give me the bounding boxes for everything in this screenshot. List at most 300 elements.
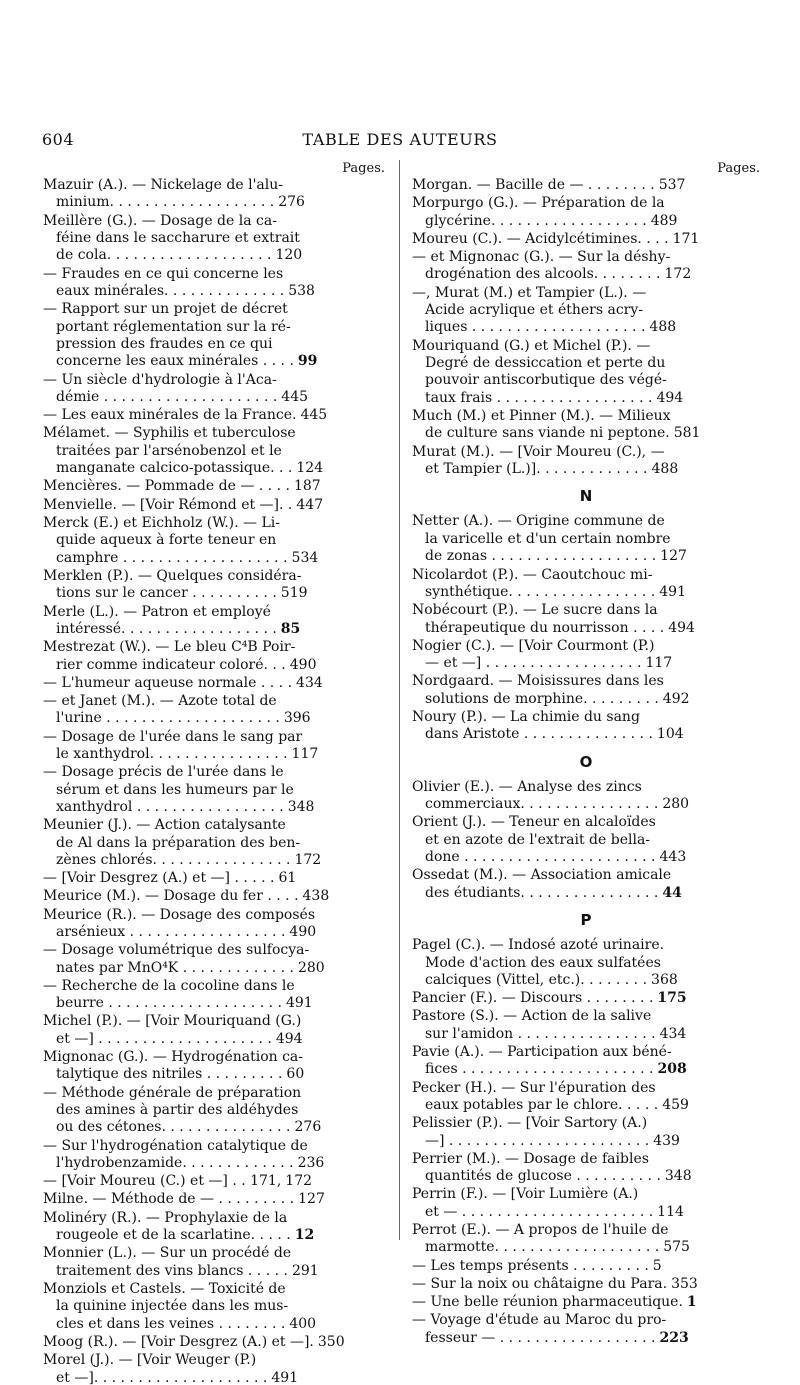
page-ref: 494 — [656, 389, 684, 406]
index-entry — [43, 1085, 385, 1137]
entry-line: — Recherche de la cocoline dans le — [43, 977, 295, 994]
entry-text: glycérine. . . . . . . . . . . . . . . . . . — [425, 212, 647, 229]
entry-line-last — [43, 407, 385, 424]
entry-text: nates par MnO⁴K . . . . . . . . . . . . . — [56, 959, 294, 976]
page-ref: 99 — [297, 353, 318, 370]
entry-line-last — [43, 194, 385, 211]
entry-text: démie . . . . . . . . . . . . . . . . . . . . — [56, 389, 278, 406]
page-ref: 445 — [300, 407, 328, 424]
entry-line-last — [43, 710, 385, 727]
entry-text: — Sur la noix ou châtaigne du Para. — [412, 1275, 668, 1292]
index-entry — [43, 213, 385, 265]
entry-line: Merck (E.) et Eichholz (W.). — Li- — [43, 514, 280, 531]
entry-line-last — [412, 548, 760, 565]
page-ref: 438 — [302, 888, 330, 905]
index-entry — [43, 729, 385, 764]
entry-line-last — [43, 1119, 385, 1136]
entry-line: Nobécourt (P.). — Le sucre dans la — [412, 602, 658, 619]
entry-line-last — [412, 177, 760, 194]
entry-line: Ossedat (M.). — Association amicale — [412, 867, 672, 884]
index-entry — [412, 444, 760, 479]
index-entry — [43, 675, 385, 692]
entry-text: fices . . . . . . . . . . . . . . . . . . . . . . — [425, 1061, 654, 1078]
index-column-right — [412, 160, 760, 1348]
entry-line-last — [412, 1276, 760, 1293]
page-ref: 439 — [653, 1132, 680, 1149]
index-entry — [43, 693, 385, 728]
entry-line-last — [412, 726, 760, 743]
entry-text: — Une belle réunion pharmaceutique. — [412, 1294, 683, 1311]
page-ref: 490 — [289, 656, 317, 673]
entry-line-last — [412, 1294, 760, 1311]
index-entry — [412, 1276, 760, 1293]
entry-line: Olivier (E.). — Analyse des zincs — [412, 778, 642, 795]
entry-text: — Les temps présents . . . . . . . . . — [412, 1257, 649, 1274]
index-entry — [43, 1281, 385, 1333]
page-ref: 171 — [672, 230, 700, 247]
page-ref: 127 — [660, 548, 687, 565]
section-letter: P — [580, 911, 592, 930]
page-ref: 494 — [275, 1030, 303, 1047]
entry-line: Pastore (S.). — Action de la salive — [412, 1008, 652, 1025]
entry-line: quide aqueux à forte teneur en — [56, 532, 277, 549]
entry-line: la quinine injectée dans les mus- — [56, 1298, 289, 1315]
entry-line: — Voyage d'étude au Maroc du pro- — [412, 1312, 667, 1329]
entry-text: cles et dans les veines . . . . . . . . — [56, 1315, 286, 1332]
entry-text: zènes chlorés. . . . . . . . . . . . . . . . — [56, 851, 291, 868]
entry-line-last — [412, 1097, 760, 1114]
page-ref: 396 — [283, 710, 311, 727]
entry-line: Nicolardot (P.). — Caoutchouc mi- — [412, 566, 653, 583]
entry-text: de culture sans viande ni peptone. — [425, 425, 670, 442]
index-entry — [412, 408, 760, 443]
entry-line-last — [412, 972, 760, 989]
entry-text: concerne les eaux minérales . . . . — [56, 353, 294, 370]
entry-line-last — [43, 1334, 385, 1351]
index-entry — [412, 195, 760, 230]
entry-text: Moureu (C.). — Acidylcétimines. . . . — [412, 230, 669, 247]
entry-line-last — [412, 1026, 760, 1043]
index-entry — [43, 764, 385, 816]
entry-line: Mignonac (G.). — Hydrogénation ca- — [43, 1049, 304, 1066]
entry-text: eaux minérales. . . . . . . . . . . . . . — [56, 283, 285, 300]
entry-line: Pagel (C.). — Indosé azoté urinaire. — [412, 937, 665, 954]
entry-text: —] . . . . . . . . . . . . . . . . . . . . . . . — [425, 1132, 650, 1149]
entry-line: — Un siècle d'hydrologie à l'Aca- — [43, 371, 277, 388]
entry-text: sur l'amidon . . . . . . . . . . . . . . . . — [425, 1025, 656, 1042]
page-ref: 491 — [285, 995, 313, 1012]
index-entry — [43, 301, 385, 371]
entry-line: Morpurgo (G.). — Préparation de la — [412, 195, 665, 212]
entry-line-last — [412, 390, 760, 407]
page-ref: 172 — [294, 851, 322, 868]
entry-line: Molinéry (R.). — Prophylaxie de la — [43, 1209, 288, 1226]
page-ref: 276 — [278, 194, 305, 211]
index-entry — [43, 478, 385, 495]
index-entry — [412, 177, 760, 194]
entry-text: commerciaux. . . . . . . . . . . . . . . . — [425, 796, 659, 813]
entry-line-last — [43, 924, 385, 941]
entry-line: Monnier (L.). — Sur un procédé de — [43, 1245, 292, 1262]
entry-text: — [Voir Moureu (C.) et —] . . 171, — [43, 1173, 282, 1190]
section-letter: N — [579, 487, 593, 506]
page-ref: 488 — [651, 461, 679, 478]
entry-text: synthétique. . . . . . . . . . . . . . . . . — [425, 583, 656, 600]
entry-text: de zonas . . . . . . . . . . . . . . . . . . . — [425, 548, 657, 565]
entry-line: Morel (J.). — [Voir Weuger (P.) — [43, 1352, 257, 1369]
index-entry — [43, 604, 385, 639]
page-ref: 445 — [281, 389, 309, 406]
entry-line-last — [43, 746, 385, 763]
entry-line-last — [412, 266, 760, 283]
page-ref: 117 — [645, 655, 673, 672]
index-entry — [412, 990, 760, 1007]
page-ref: 187 — [293, 478, 321, 495]
entry-text: — et —] . . . . . . . . . . . . . . . . . . — [425, 655, 642, 672]
entry-text: quantités de glucose . . . . . . . . . . — [425, 1168, 661, 1185]
page-ref: 491 — [659, 583, 686, 600]
entry-text: thérapeutique du nourrisson . . . . — [425, 619, 665, 636]
index-entry — [43, 568, 385, 603]
entry-line: — et Janet (M.). — Azote total de — [43, 692, 277, 709]
entry-line: Meillère (G.). — Dosage de la ca- — [43, 212, 277, 229]
index-entry — [412, 1151, 760, 1186]
entry-text: manganate calcico-potassique. . . — [56, 460, 293, 477]
entry-line: Merle (L.). — Patron et employé — [43, 603, 271, 620]
index-column-left — [43, 160, 385, 1385]
index-entry — [412, 1186, 760, 1221]
entry-text: l'urine . . . . . . . . . . . . . . . . . . . . — [56, 710, 280, 727]
entry-line-last — [412, 461, 760, 478]
page-ref: 519 — [280, 585, 308, 602]
entry-text: rougeole et de la scarlatine. . . . . — [56, 1227, 291, 1244]
entry-text: dans Aristote . . . . . . . . . . . . . . . — [425, 726, 653, 743]
page-ref: 60 — [286, 1066, 305, 1083]
page-ref: 491 — [271, 1369, 299, 1385]
entry-line: Nordgaard. — Moisissures dans les — [412, 673, 664, 690]
index-entry — [412, 709, 760, 744]
entry-line-last — [43, 799, 385, 816]
entry-line-last — [43, 497, 385, 514]
entry-line: Perrier (M.). — Dosage de faibles — [412, 1150, 649, 1167]
entry-line: — Fraudes en ce qui concerne les — [43, 265, 284, 282]
page-ref: 350 — [317, 1333, 345, 1350]
entry-line: Mode d'action des eaux sulfatées — [425, 954, 661, 971]
page-ref: 223 — [659, 1329, 689, 1346]
index-entry — [43, 407, 385, 424]
index-entry — [43, 1352, 385, 1385]
index-entry — [412, 1115, 760, 1150]
index-entry — [412, 513, 760, 565]
index-entry — [412, 638, 760, 673]
entry-line-last — [43, 1191, 385, 1208]
entry-line: Noury (P.). — La chimie du sang — [412, 708, 640, 725]
entry-text: rier comme indicateur coloré. . . — [56, 656, 286, 673]
entry-text: et Tampier (L.)]. . . . . . . . . . . . . — [425, 461, 648, 478]
entry-line-last — [43, 460, 385, 477]
page-ref: 400 — [289, 1315, 317, 1332]
page-ref: 236 — [297, 1155, 325, 1172]
page-ref: 581 — [673, 425, 701, 442]
entry-line: pression des fraudes en ce qui — [56, 336, 273, 353]
index-entry — [43, 266, 385, 301]
entry-line: traitées par l'arsénobenzol et le — [56, 442, 282, 459]
page-ref: 488 — [649, 319, 677, 336]
page-ref: 276 — [294, 1119, 322, 1136]
entry-line: Mélamet. — Syphilis et tuberculose — [43, 425, 296, 442]
entry-text: liques . . . . . . . . . . . . . . . . . . . . — [425, 319, 646, 336]
index-entry — [412, 814, 760, 866]
entry-line: Mouriquand (G.) et Michel (P.). — — [412, 337, 651, 354]
page-ref: 44 — [662, 884, 682, 901]
index-entry — [43, 1138, 385, 1173]
entry-line-last — [412, 849, 760, 866]
entry-line: Michel (P.). — [Voir Mouriquand (G.) — [43, 1013, 302, 1030]
entry-line-last — [412, 691, 760, 708]
page-ref: 120 — [275, 247, 303, 264]
entry-line: Meunier (J.). — Action catalysante — [43, 817, 286, 834]
entry-text: — L'humeur aqueuse normale . . . . — [43, 674, 293, 691]
pages-column-heading: Pages. — [717, 161, 760, 176]
entry-line: Monziols et Castels. — Toxicité de — [43, 1280, 286, 1297]
page-ref: 85 — [280, 620, 301, 637]
entry-line-last — [43, 960, 385, 977]
entry-text: — [Voir Desgrez (A.) et —] . . . . . — [43, 870, 275, 887]
entry-line-last — [412, 1330, 760, 1347]
page-ref: 494 — [668, 619, 695, 636]
index-entry — [43, 942, 385, 977]
page-ref: 291 — [291, 1262, 319, 1279]
index-entry — [43, 1049, 385, 1084]
entry-line-last — [43, 852, 385, 869]
entry-line-last — [412, 990, 760, 1007]
page-ref: 1 — [686, 1294, 697, 1311]
entry-line-last — [43, 1066, 385, 1083]
page-ref: 117 — [291, 745, 319, 762]
page-ref: 61 — [278, 870, 297, 887]
entry-line: — et Mignonac (G.). — Sur la déshy- — [412, 249, 671, 266]
page-ref: 175 — [657, 990, 687, 1007]
entry-line-last — [412, 1239, 760, 1256]
index-entry — [412, 1312, 760, 1347]
index-entry — [43, 425, 385, 477]
entry-line: — Dosage de l'urée dans le sang par — [43, 728, 303, 745]
page-ref: 208 — [657, 1061, 687, 1078]
entry-line-last — [412, 584, 760, 601]
entry-text: Menvielle. — [Voir Rémond et —]. . — [43, 496, 293, 513]
entry-line-last — [43, 585, 385, 602]
entry-line: la varicelle et d'un certain nombre — [425, 530, 671, 547]
column-divider — [399, 160, 400, 1240]
entry-text: solutions de morphine. . . . . . . . . — [425, 690, 659, 707]
index-entry — [412, 602, 760, 637]
entry-text: Milne. — Méthode de — . . . . . . . . . — [43, 1191, 295, 1208]
page-number: 604 — [42, 130, 75, 149]
entry-line-last — [412, 1168, 760, 1185]
entry-text: fesseur — . . . . . . . . . . . . . . . . . . — [425, 1329, 656, 1346]
index-entry — [412, 1008, 760, 1043]
entry-line: Netter (A.). — Origine commune de — [412, 513, 665, 530]
index-entry — [43, 1191, 385, 1208]
entry-text: taux frais . . . . . . . . . . . . . . . . . . — [425, 389, 653, 406]
running-title: TABLE DES AUTEURS — [302, 130, 498, 149]
page-ref: 348 — [664, 1168, 692, 1185]
entry-line-last — [412, 425, 760, 442]
entry-text: l'hydrobenzamide. . . . . . . . . . . . . — [56, 1155, 294, 1172]
entry-text: beurre . . . . . . . . . . . . . . . . . . . . — [56, 995, 282, 1012]
entry-line-last — [412, 1133, 760, 1150]
page-ref: 489 — [650, 212, 678, 229]
entry-text: Moog (R.). — [Voir Desgrez (A.) et —]. — [43, 1333, 314, 1350]
entry-text: et — . . . . . . . . . . . . . . . . . . . . . . — [425, 1203, 654, 1220]
page-ref: 172 — [285, 1173, 313, 1190]
page-ref: 172 — [664, 266, 692, 283]
entry-text: tions sur le cancer . . . . . . . . . . — [56, 585, 277, 602]
entry-line-last — [43, 870, 385, 887]
entry-line-last — [43, 283, 385, 300]
entry-text: eaux potables par le chlore. . . . . — [425, 1097, 659, 1114]
entry-line: pouvoir antiscorbutique des végé- — [425, 372, 667, 389]
entry-line-last — [412, 319, 760, 336]
entry-text: et —]. . . . . . . . . . . . . . . . . . . . — [56, 1369, 268, 1385]
page-ref: 434 — [659, 1025, 687, 1042]
entry-line-last — [412, 885, 760, 902]
page-ref: 368 — [651, 972, 678, 988]
entry-line-last — [412, 1204, 760, 1221]
index-entry — [412, 1080, 760, 1115]
entry-line: — Dosage volumétrique des sulfocya- — [43, 942, 310, 959]
page-ref: 459 — [662, 1097, 689, 1114]
page-ref: 447 — [296, 496, 324, 513]
entry-line-last — [43, 657, 385, 674]
entry-line-last — [43, 1227, 385, 1244]
page-ref: 575 — [663, 1239, 690, 1256]
entry-text: arsénieux . . . . . . . . . . . . . . . . . . — [56, 924, 286, 940]
entry-line: de Al dans la préparation des ben- — [56, 834, 301, 851]
page-ref: 114 — [657, 1203, 684, 1220]
index-entry — [412, 937, 760, 989]
section-letter: O — [579, 752, 593, 771]
entry-text: Mencières. — Pommade de — . . . . — [43, 478, 290, 495]
entry-text: done . . . . . . . . . . . . . . . . . . . . . . — [425, 849, 656, 866]
entry-text: et —] . . . . . . . . . . . . . . . . . . . . — [56, 1030, 272, 1047]
page-ref: 104 — [656, 726, 684, 743]
page-ref: 434 — [296, 674, 323, 691]
entry-line: Murat (M.). — [Voir Moureu (C.), — — [412, 443, 665, 460]
entry-line-last — [412, 1258, 760, 1275]
entry-line-last — [412, 796, 760, 813]
page-ref: 280 — [662, 796, 690, 813]
entry-line-last — [412, 1061, 760, 1078]
entry-line: Nogier (C.). — [Voir Courmont (P.) — [412, 637, 655, 654]
entry-text: calciques (Vittel, etc.). . . . . . . . — [425, 972, 648, 988]
entry-text: Morgan. — Bacille de — . . . . . . . . — [412, 177, 655, 193]
entry-text: xanthydrol . . . . . . . . . . . . . . . . . — [56, 798, 284, 815]
entry-text: Pancier (F.). — Discours . . . . . . . . — [412, 990, 654, 1007]
index-entry — [43, 177, 385, 212]
entry-text: drogénation des alcools. . . . . . . . — [425, 266, 661, 283]
index-entry — [412, 1294, 760, 1311]
index-entry — [43, 497, 385, 514]
entry-line: Meurice (R.). — Dosage des composés — [43, 906, 316, 923]
page-ref: 5 — [652, 1257, 662, 1274]
index-entry — [412, 779, 760, 814]
page-ref: 280 — [297, 959, 325, 976]
entry-line: des amines à partir des aldéhydes — [56, 1102, 299, 1119]
index-entry — [43, 978, 385, 1013]
entry-line: Pavie (A.). — Participation aux béné- — [412, 1044, 672, 1061]
index-entry — [412, 285, 760, 337]
entry-line: — Sur l'hydrogénation catalytique de — [43, 1137, 308, 1154]
index-entry — [412, 249, 760, 284]
entry-line-last — [43, 995, 385, 1012]
page-ref: 534 — [291, 549, 319, 566]
entry-line: Acide acrylique et éthers acry- — [425, 302, 644, 319]
page-ref: 443 — [659, 849, 687, 866]
entry-line-last — [43, 675, 385, 692]
index-entry — [43, 515, 385, 567]
entry-line-last — [43, 1031, 385, 1048]
entry-line-last — [43, 247, 385, 264]
page-ref: 124 — [296, 460, 324, 477]
index-entry — [43, 1013, 385, 1048]
page-ref: 127 — [298, 1191, 325, 1208]
entry-line: et en azote de l'extrait de bella- — [425, 831, 651, 848]
entry-text: le xanthydrol. . . . . . . . . . . . . . . . — [56, 745, 288, 762]
entry-line-last — [43, 1370, 385, 1385]
entry-line: Pecker (H.). — Sur l'épuration des — [412, 1079, 656, 1096]
entry-line: — Méthode générale de préparation — [43, 1084, 302, 1101]
entry-text: ou des cétones. . . . . . . . . . . . . . . — [56, 1119, 291, 1136]
index-entry — [43, 1210, 385, 1245]
entry-line-last — [43, 1173, 385, 1190]
entry-text: — Les eaux minérales de la France. — [43, 407, 297, 424]
entry-line-last — [412, 213, 760, 230]
index-entry — [43, 870, 385, 887]
entry-line: Perrin (F.). — [Voir Lumière (A.) — [412, 1186, 639, 1203]
entry-line: sérum et dans les humeurs par le — [56, 781, 294, 798]
page-ref: 353 — [671, 1275, 698, 1292]
entry-text: de cola. . . . . . . . . . . . . . . . . . . — [56, 247, 272, 264]
entry-text: marmotte. . . . . . . . . . . . . . . . . . . — [425, 1239, 660, 1256]
index-entry — [412, 1258, 760, 1275]
page-ref: 537 — [658, 177, 686, 193]
entry-line-last — [43, 888, 385, 905]
page-ref: 490 — [289, 924, 317, 940]
index-entry — [412, 1044, 760, 1079]
index-entry — [43, 817, 385, 869]
index-entry — [412, 231, 760, 248]
index-entry — [43, 907, 385, 942]
index-entry — [43, 372, 385, 407]
page-ref: 348 — [287, 798, 315, 815]
index-entry — [412, 867, 760, 902]
entry-line-last — [43, 353, 385, 370]
entry-line: — Dosage précis de l'urée dans le — [43, 764, 284, 781]
entry-line: Merklen (P.). — Quelques considéra- — [43, 567, 302, 584]
entry-text: Meurice (M.). — Dosage du fer . . . . — [43, 888, 299, 905]
entry-text: traitement des vins blancs . . . . . — [56, 1262, 288, 1279]
entry-line: — Rapport sur un projet de décret — [43, 301, 288, 318]
entry-line-last — [43, 621, 385, 638]
index-entry — [43, 1334, 385, 1351]
entry-text: talytique des nitriles . . . . . . . . . — [56, 1066, 283, 1083]
entry-line-last — [412, 655, 760, 672]
entry-line-last — [43, 1263, 385, 1280]
index-entry — [412, 338, 760, 408]
entry-text: des étudiants. . . . . . . . . . . . . . . . — [425, 884, 659, 901]
index-entry — [43, 639, 385, 674]
